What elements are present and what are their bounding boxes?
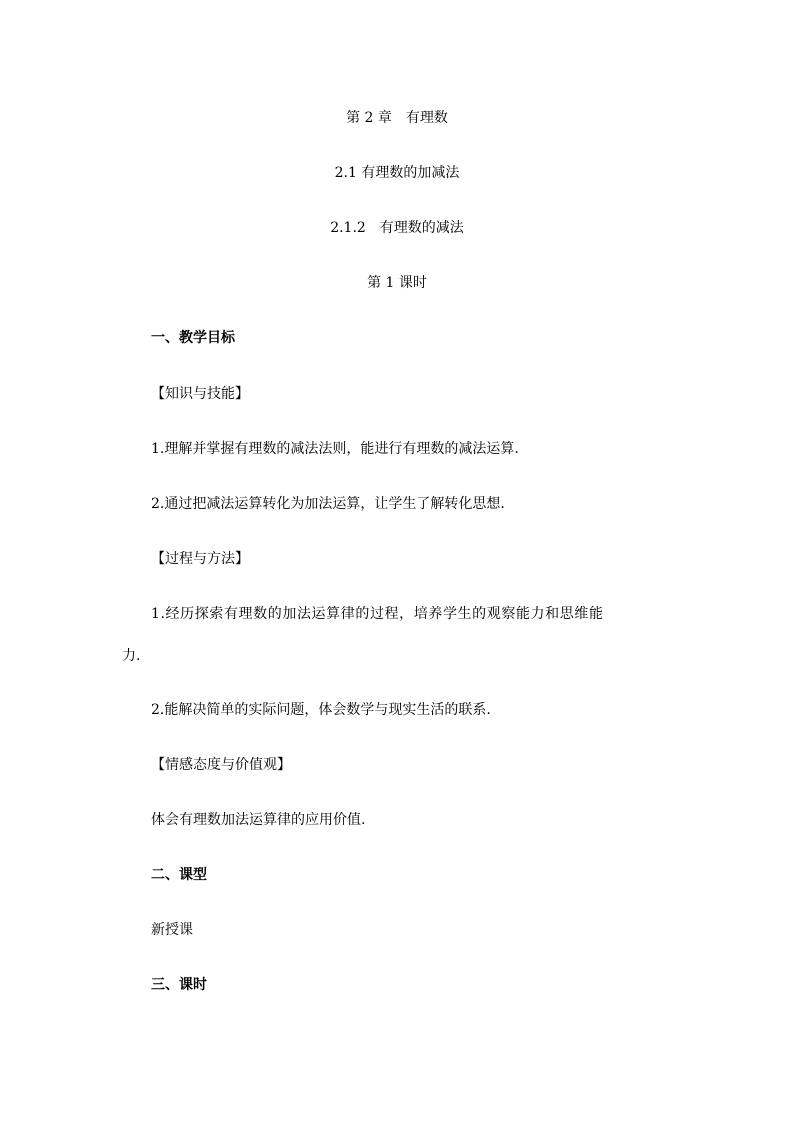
goals-heading: 一、教学目标 bbox=[151, 330, 235, 346]
subsection-title: 2.1.2 有理数的减法 bbox=[330, 220, 464, 236]
emotion-item: 体会有理数加法运算律的应用价值. bbox=[151, 812, 366, 828]
knowledge-skills-title: 【知识与技能】 bbox=[151, 386, 249, 402]
process-item-2: 2.能解决简单的实际问题，体会数学与现实生活的联系. bbox=[151, 702, 491, 718]
section-title: 2.1 有理数的加减法 bbox=[334, 165, 460, 181]
emotion-values-title: 【情感态度与价值观】 bbox=[151, 757, 291, 773]
lesson-title: 第 1 课时 bbox=[367, 275, 427, 291]
lesson-type-value: 新授课 bbox=[151, 922, 193, 938]
process-item-1-line-1: 1.经历探索有理数的加法运算律的过程，培养学生的观察能力和思维能 bbox=[151, 606, 604, 622]
knowledge-item-1: 1.理解并掌握有理数的减法法则，能进行有理数的减法运算. bbox=[151, 441, 519, 457]
chapter-title: 第 2 章 有理数 bbox=[346, 110, 448, 126]
lesson-type-heading: 二、课型 bbox=[151, 867, 207, 883]
knowledge-item-2: 2.通过把减法运算转化为加法运算，让学生了解转化思想. bbox=[151, 496, 505, 512]
process-methods-title: 【过程与方法】 bbox=[151, 551, 249, 567]
class-hours-heading: 三、课时 bbox=[151, 977, 207, 993]
process-item-1-line-2: 力. bbox=[122, 648, 141, 664]
